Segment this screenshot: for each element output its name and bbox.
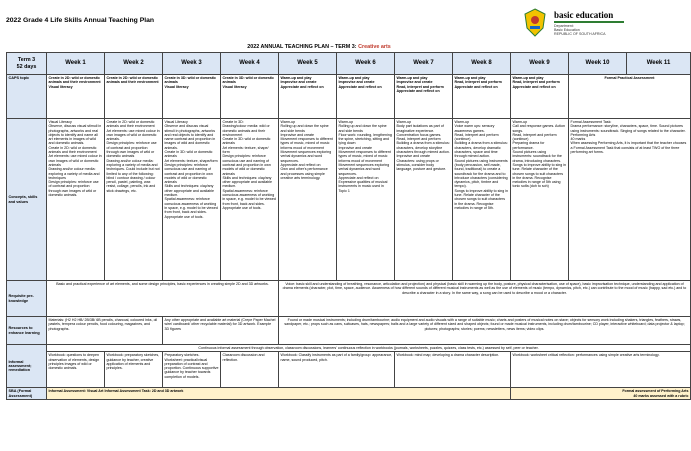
informal-cell: Workbook: preparatory sketches, guidance by teacher, creative application of elements and principles. xyxy=(105,352,163,388)
plan-title-subject: Creative arts xyxy=(358,44,391,50)
informal-banner-row xyxy=(7,345,691,352)
sba-formal-line-2: 40 marks assessed with a rubric xyxy=(633,393,689,398)
term-header xyxy=(7,53,47,75)
week-header: Week 7 xyxy=(395,53,453,75)
sba-informal: Informal Assessment: Visual Art Informal Assessment Task: 2D and 3D artwork xyxy=(47,388,511,400)
caps-cell: Create in 3D: wild or domestic animals Visual literacy xyxy=(163,75,221,119)
informal-cell: Workbook: Classify instruments as part of a family/group: appearance, name, sound produced, pitch. xyxy=(279,352,395,388)
logo-line-1: Department: xyxy=(554,24,574,28)
informal-cell: Classroom discussion and reflection. xyxy=(221,352,279,388)
caps-cell: Warm-up and play Improvise and create Read, interpret and perform Appreciate and reflect on xyxy=(395,75,453,119)
concepts-cell: Warm-up Rolling up and down the spine and side bends Floor work: rounding, lengthening the spine, stretching, sitting and lying down Improvise and create Movement responses to different types of music, mixed of music informs mood of movement Movement sequences exploring verbal dynamics and word sequences. Appreciate and reflect on Expressive qualities of musical instruments in music used in Topic 1 xyxy=(337,119,395,281)
teaching-plan-table xyxy=(6,52,691,400)
prereq-cell-visual: Basic and practical experience of art elements, and some design principles, basic experiences in creating simple 2D and 3D artworks. xyxy=(47,281,279,317)
plan-title xyxy=(0,44,638,50)
sba-formal-line-1: Formal assessment of Performing Arts xyxy=(622,389,689,394)
doc-title: 2022 Grade 4 Life Skills Annual Teaching Plan xyxy=(6,17,155,24)
week-header: Week 11 xyxy=(627,53,691,75)
informal-cell: Preparatory sketches. Worksheet: practical/visual preparation of contrast and proportion. Continuous supportive guidance by teacher towards completion of models. xyxy=(163,352,221,388)
week-header: Week 9 xyxy=(511,53,569,75)
concepts-cell: Visual Literacy Observe and discuss visual stimuli in photographs, artworks and real objects to identify and name contrast and proportion in images of wild and domestic animals. Create in 3D: wild or domestic animals Art elements: texture, shape/form Design principles: reinforce conscious use and naming of contrast and proportion in own models of wild or domestic animals Skills and techniques: clay/any other appropriate and available medium. Spatial awareness: reinforce conscious awareness of working in space, e.g. model to be viewed from front, back and sides. Appropriate use of tools. xyxy=(163,119,221,281)
week-header: Week 1 xyxy=(47,53,105,75)
resources-cell: Any other appropriate and available art material (Crepe Paper Machel wire/ cardboard/ other recyclable material) for 3D artwork. Example 3D figures xyxy=(163,317,279,345)
caps-cell: Warm-up and play Read, interpret and perform Appreciate and reflect on xyxy=(511,75,569,119)
prereq-label: Requisite pre-knowledge xyxy=(7,281,47,317)
caps-cell: Warm-up and play Improvise and create Appreciate and reflect on xyxy=(337,75,395,119)
plan-title-prefix: 2022 ANNUAL TEACHING PLAN – TERM 3: xyxy=(247,44,359,50)
informal-cell: Workbook: worksheet critical reflection: performances using simple creative arts terminology. xyxy=(511,352,691,388)
logo-line-3: REPUBLIC OF SOUTH AFRICA xyxy=(554,32,606,36)
term-label: Term 3 xyxy=(17,56,36,63)
week-header: Week 8 xyxy=(453,53,511,75)
sba-formal xyxy=(511,388,691,400)
informal-cell: Workbook: questions to deepen observation of elements, design principles images of wild or domestic animals. xyxy=(47,352,105,388)
week-header: Week 3 xyxy=(163,53,221,75)
week-header: Week 5 xyxy=(279,53,337,75)
caps-cell-formal: Formal Practical Assessment xyxy=(569,75,691,119)
term-days: 52 days xyxy=(16,63,37,70)
informal-row xyxy=(7,352,691,388)
resources-cell: Found or made musical instruments; including drum/tambourine; audio equipment and audio visuals with a range of suitable music; charts and posters of musical notes on stave; objects for sensory work including shakers, triangles, feathers, straws, sandpaper, etc.; props such as cans, suitcases, hats, newspapers; balls and a large variety of different sized and shaped objects; found or made musical instruments, including drum/tambourine; CD player, interactive whiteboard; data projector & laptop; pictures; photographs; stories; poems; newsletters, news items; video clips. xyxy=(279,317,691,345)
caps-label: CAPS topic xyxy=(7,75,47,119)
resources-row xyxy=(7,317,691,345)
informal-label: Informal assessment; remediation xyxy=(7,345,47,388)
week-header-row xyxy=(7,53,691,75)
prereq-row xyxy=(7,281,691,317)
concepts-label: Concepts, skills and values xyxy=(7,119,47,281)
sba-label: SBA (Formal Assessment) xyxy=(7,388,47,400)
week-header: Week 2 xyxy=(105,53,163,75)
informal-cell: Workbook: mind map; developing a drama character description. xyxy=(395,352,511,388)
logo-line-2: Basic Education xyxy=(554,28,580,32)
concepts-cell: Visual Literacy Observe, discuss visual stimuli in photographs, artworks and real objects to identify and name all art elements in images of wild and domestic animals. Create in 2D: wild or domestic animals and their environment Art elements: use mixed colour in own images of wild or domestic animals Drawing and/or colour media: exploring a variety of media and techniques Design principles: reinforce use of contrast and proportion through own images of wild or domestic animals. xyxy=(47,119,105,281)
concepts-cell: Warm-up Call and response games. Action songs. Read, interpret and perform (continue) Preparing drama for performance. Sound pictures using instruments: soundtrack for the drama, introducing characters. Songs to improve ability to sing in tune. Relate character of the chosen songs to suit characters in the drama. Recognise melodies in range of 5th using tonic solfa (doh to soh) xyxy=(511,119,569,281)
coat-of-arms-icon xyxy=(522,8,548,38)
week-header: Week 6 xyxy=(337,53,395,75)
caps-cell: Create in 3D: wild or domestic animals Visual literacy xyxy=(221,75,279,119)
informal-banner: Continuous informal assessment through observation, classroom discussions, learners' continuous reflection in workbooks (journals, worksheets, puzzles, quizzes, class tests, etc.) assessed by self, peer or teacher. xyxy=(47,345,691,352)
concepts-cell: Warm-up Voice warm ups: sensory awareness games. Read, interpret and perform (continue) Building a drama from a stimulus: characters, develop dramatic characters, space and time through mimed action. Sound pictures using instruments (body percussion, self-made, found, traditional) to create a soundtrack for the drama and to introduce characters (considering dynamics, pitch, timbre and tempo). Songs to improve ability to sing in tune. Relate character of the chosen songs to suit characters in the drama. Recognise melodies in range of 5th. xyxy=(453,119,511,281)
concepts-cell: Warm-up Body part isolations as part of imaginative experience. Concentration focus games. Read, interpret and perform Building a drama from a stimulus: characters, develop storyline characters through mimed action. Improvise and create Characters: using props or stimulus, consider body language, posture and gesture. xyxy=(395,119,453,281)
caps-cell: Warm-up and play Read, interpret and perform Appreciate and reflect on xyxy=(453,75,511,119)
concepts-cell: Create in 3D: Drawing/colour media: wild or domestic animals and their environment Create in 3D: wild or domestic animals Art elements: texture, shape/ form Design principles: reinforce conscious use and naming of contrast and proportion in own models of wild or domestic animals Skills and techniques: clay/any other appropriate and available medium. Spatial awareness: reinforce conscious awareness of working in space, e.g. model to be viewed from front, back and sides. Appropriate use of tools. xyxy=(221,119,279,281)
resources-label: Resources to enhance learning xyxy=(7,317,47,345)
caps-cell: Create in 2D: wild or domestic animals and their environment xyxy=(105,75,163,119)
caps-row xyxy=(7,75,691,119)
caps-cell: Create in 2D: wild or domestic animals and their environment Visual literacy xyxy=(47,75,105,119)
concepts-row xyxy=(7,119,691,281)
concepts-cell: Warm-up Rolling up and down the spine and side bends Improvise and create Movement responses to different types of music, mixed of music informs mood of movement Movement sequences exploring verbal dynamics and word sequences. Appreciate and reflect on Own and other's performance and processes using simple creative arts terminology. xyxy=(279,119,337,281)
week-header: Week 4 xyxy=(221,53,279,75)
logo-dept-name: basic education xyxy=(554,10,614,20)
concepts-cell: Create in 2D: wild or domestic animals and their environment Art elements: use mixed colour in own images of wild or domestic animals. Design principles: reinforce use of contrast and proportion through own images of wild or domestic animals Drawing and/or colour media: exploring a variety of media and techniques. Could include but not limited to any of the following: blind / contour drawing / colour pencil, pastel, painting, wax resist, collage, pencils, ink and stick drawings, etc. xyxy=(105,119,163,281)
sba-row xyxy=(7,388,691,400)
prereq-cell-performing: Voice: basic skill and understanding of breathing, resonance, articulation and projection) and physical (basic skill in warming up the body, posture, physical characterisation, use of space), basic improvisation technique, understanding and application of drama elements (character, plot, time, space, audience. Awareness of how different sounds of different musical instruments as well as the use of elements of music (tempo, dynamics, pitch, etc.) can contribute to the mood of music (happy, sad etc.) and to describe a character in a story. In the same way, a song can be used to describe a mood or a character. xyxy=(279,281,691,317)
dbe-logo xyxy=(522,6,634,42)
resources-cell: Materials: (H2 H2 HB/ 2B/3B/ 6B pencils, charcoal, coloured inks, oil pastels, tempera colour pencils, food colouring, magazines, and photographs. xyxy=(47,317,163,345)
concepts-cell-formal: Formal Assessment Task: Drama performance: storyline, characters, space, time. Sound pictures using instruments: soundtrack. Singing of songs related to the character. Performing Arts 40 marks When assessing Performing Arts, it is important that the teacher chooses a Formal Assessment Task that consists of at least TWO of the three performing art forms. xyxy=(569,119,691,281)
week-header: Week 10 xyxy=(569,53,627,75)
caps-cell: Warm-up and play Improvise and create Appreciate and reflect on xyxy=(279,75,337,119)
